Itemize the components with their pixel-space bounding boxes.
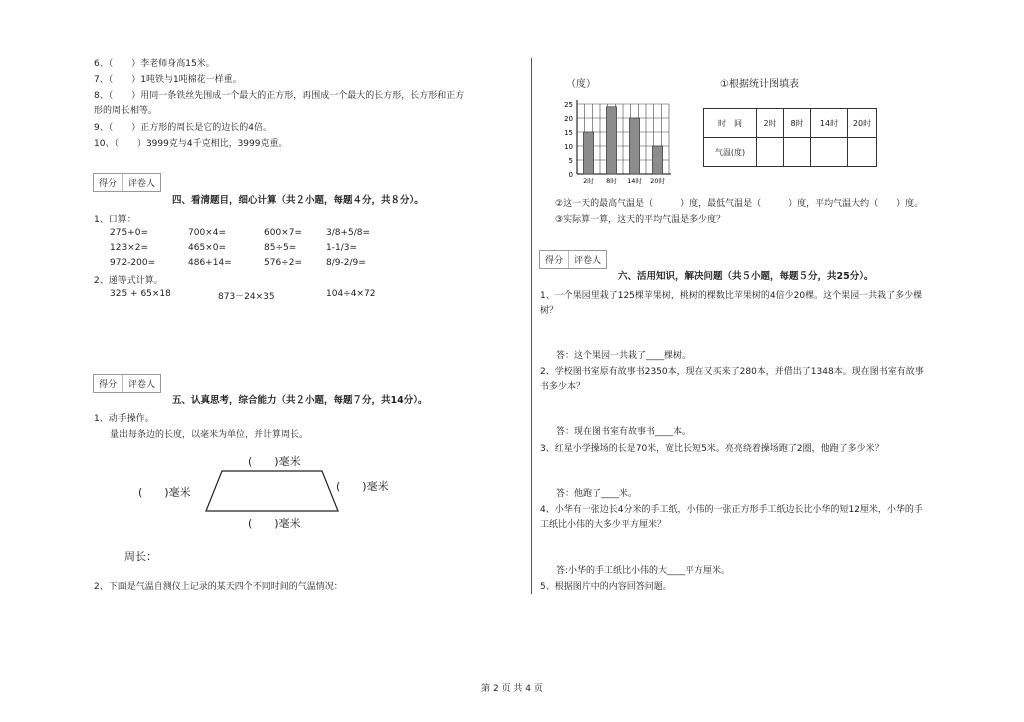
problem-1: 1、一个果园里栽了125棵苹果树，桃树的棵数比苹果树的4倍少20棵。这个果园一共栽了多少棵 (540, 291, 923, 301)
grader-label: 评卷人 (128, 380, 156, 390)
judge-item-8: 8、（ ）用同一条铁丝先围成一个最大的正方形，再围成一个最大的长方形，长方形和正方 (94, 91, 465, 101)
section4-q2: 2、递等式计算。 (94, 276, 163, 286)
table-cell (848, 138, 877, 167)
oral-item: 123×2= (110, 243, 148, 253)
answer-1: 答：这个果园一共栽了____棵树。 (556, 351, 692, 361)
table-header: 8时 (784, 109, 811, 138)
table-cell (784, 138, 811, 167)
oral-item: 972-200= (110, 258, 156, 268)
score-label: 得分 (94, 174, 123, 191)
section5-title: 五、认真思考，综合能力（共２小题，每题７分，共14分）。 (172, 395, 428, 406)
answer-2: 答：现在图书室有故事书____本。 (556, 427, 692, 437)
page-footer: 第 2 页 共 4 页 (481, 684, 543, 694)
section5-q1-desc: 量出每条边的长度，以毫米为单位，并计算周长。 (110, 430, 309, 440)
table-header: 时 间 (704, 109, 757, 138)
section5-q1: 1、动手操作。 (94, 414, 154, 424)
equation-item: 325 + 65×18 (110, 289, 171, 299)
perimeter-label: 周长： (124, 550, 157, 563)
problem-4-cont: 工纸比小伟的大多少平方厘米？ (540, 520, 667, 530)
section4-title: 四、看清题目，细心计算（共２小题，每题４分，共８分）。 (172, 195, 424, 206)
score-label: 得分 (94, 375, 123, 392)
grader-label: 评卷人 (128, 179, 156, 189)
chart-y-tick-label: 10 (564, 143, 573, 151)
equation-item: 873－24×35 (218, 292, 275, 302)
score-label: 得分 (540, 251, 569, 268)
problem-1-cont: 树？ (540, 306, 559, 316)
judge-item-6: 6、（ ）李老师身高15米。 (94, 59, 215, 69)
chart-bar (606, 107, 616, 174)
oral-item: 576÷2= (264, 258, 302, 268)
table-cell (757, 138, 784, 167)
oral-item: 600×7= (264, 228, 302, 238)
section5-q2: 2、下面是气温自测仪上记录的某天四个不同时间的气温情况： (94, 582, 343, 592)
problem-3: 3、红星小学操场的长是70米，宽比长短5米。亮亮绕着操场跑了2圈，他跑了多少米？ (540, 444, 884, 454)
problem-2-cont: 书多少本？ (540, 382, 586, 392)
temperature-bar-chart (555, 96, 675, 188)
grader-label: 评卷人 (574, 256, 602, 266)
score-box-section5 (93, 374, 161, 393)
chart-x-tick-label: 8时 (606, 177, 617, 185)
chart-bar (629, 118, 639, 174)
table-header: 14时 (811, 109, 848, 138)
answer-3: 答：他跑了____米。 (556, 489, 638, 499)
judge-item-10: 10、（ ）3999克与4千克相比，3999克重。 (94, 139, 288, 149)
chart-bar (583, 132, 593, 174)
oral-item: 700×4= (188, 228, 226, 238)
chart-y-tick-label: 0 (568, 171, 573, 179)
label-right-side: ( )毫米 (336, 480, 389, 493)
oral-item: 275+0= (110, 228, 148, 238)
chart-x-tick-label: 20时 (650, 177, 665, 185)
chart-question-2: ②这一天的最高气温是（ ）度，最低气温是（ ）度，平均气温大约（ ）度。 (555, 199, 924, 209)
table-header: 2时 (757, 109, 784, 138)
section6-title: 六、活用知识，解决问题（共５小题，每题５分，共25分）。 (618, 271, 874, 282)
equation-item: 104÷4×72 (326, 289, 376, 299)
score-box-section6 (539, 250, 607, 269)
label-left-side: ( )毫米 (138, 486, 191, 499)
chart-caption: ①根据统计图填表 (720, 79, 799, 90)
judge-item-8-cont: 形的周长相等。 (94, 106, 158, 116)
chart-question-3: ③实际算一算，这天的平均气温是多少度？ (555, 215, 726, 225)
table-row-label: 气温(度) (704, 138, 757, 167)
chart-x-tick-label: 14时 (627, 177, 642, 185)
oral-item: 3/8+5/8= (326, 228, 371, 238)
chart-y-tick-label: 15 (564, 129, 573, 137)
chart-y-tick-label: 5 (568, 157, 573, 165)
judge-item-9: 9、（ ）正方形的周长是它的边长的4倍。 (94, 123, 272, 133)
temperature-table (703, 108, 877, 167)
chart-y-tick-label: 25 (564, 101, 573, 109)
label-top-side: ( )毫米 (248, 455, 301, 468)
table-cell (811, 138, 848, 167)
label-bottom-side: ( )毫米 (248, 517, 301, 530)
section4-q1: 1、口算： (94, 215, 136, 225)
oral-item: 85÷5= (264, 243, 297, 253)
judge-item-7: 7、（ ）1吨铁与1吨棉花一样重。 (94, 75, 242, 85)
trapezoid-figure (200, 465, 340, 517)
problem-4: 4、小华有一张边长4分米的手工纸，小伟的一张正方形手工纸边长比小华的短12厘米，小华的手 (540, 505, 923, 515)
chart-unit-label: （度） (566, 79, 596, 90)
column-divider (531, 58, 532, 594)
oral-item: 465×0= (188, 243, 226, 253)
table-header: 20时 (848, 109, 877, 138)
chart-x-tick-label: 2时 (583, 177, 594, 185)
score-box-section4 (93, 173, 161, 192)
problem-5: 5、根据图片中的内容回答问题。 (540, 582, 672, 592)
chart-bar (652, 146, 662, 174)
oral-item: 486+14= (188, 258, 232, 268)
chart-y-tick-label: 20 (564, 115, 573, 123)
problem-2: 2、学校图书室原有故事书2350本，现在又买来了280本，并借出了1348本。现在图书室有故事 (540, 367, 924, 377)
oral-item: 1-1/3= (326, 243, 357, 253)
oral-item: 8/9-2/9= (326, 258, 366, 268)
answer-4: 答:小华的手工纸比小伟的大____平方厘米。 (556, 566, 731, 576)
